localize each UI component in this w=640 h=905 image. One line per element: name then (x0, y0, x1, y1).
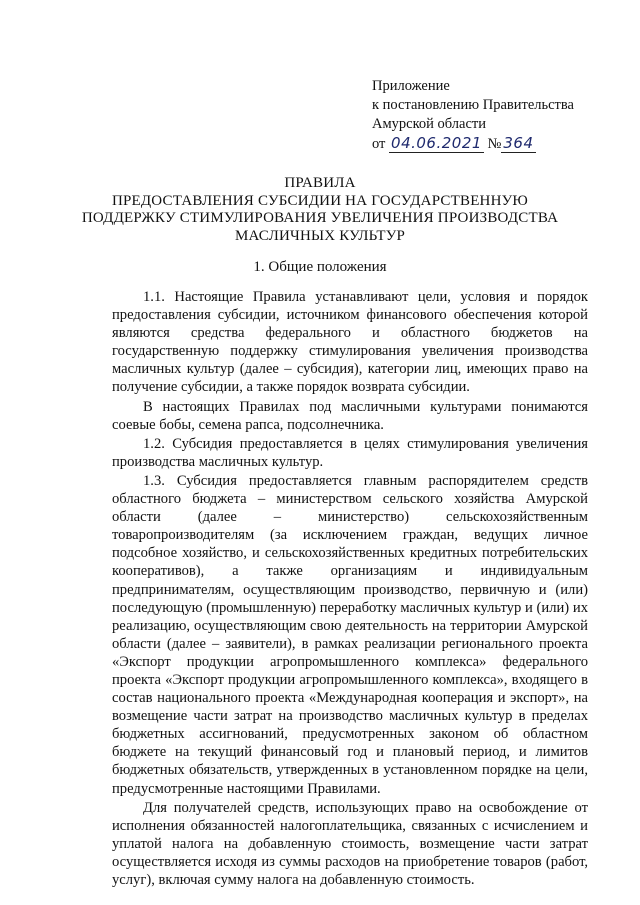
approval-block (372, 77, 622, 154)
paragraph: Для получателей средств, использующих право на освобождение от исполнения обязанностей налогоплательщика, связанных с исчислением и уплатой налога на добавленную стоимость, возмещение части затрат осуществляется исходя из суммы расходов на приобретение товаров (работ, услуг), включая сумму налога на добавленную стоимость. (112, 799, 588, 888)
date-prefix: от (372, 136, 386, 152)
title-line: МАСЛИЧНЫХ КУЛЬТУР (234, 227, 406, 244)
title-line: ПРЕДОСТАВЛЕНИЯ СУБСИДИИ НА ГОСУДАРСТВЕННУЮ (111, 192, 529, 209)
paragraph: 1.1. Настоящие Правила устанавливают цели, условия и порядок предоставления субсидии, источником финансового обеспечения которой являются средства федерального и областного бюджетов на государственную поддержку стимулирования увеличения производства масличных культур (далее – субсидия), категории лиц, имеющих право на получение субсидии, а также порядок возврата субсидии. (112, 289, 588, 396)
approval-date-line (372, 134, 622, 154)
title-line: ПРАВИЛА (284, 175, 356, 191)
approval-line: Приложение (372, 78, 450, 94)
title-line: ПОДДЕРЖКУ СТИМУЛИРОВАНИЯ УВЕЛИЧЕНИЯ ПРОИЗВОДСТВА (81, 210, 559, 226)
approval-line: к постановлению Правительства (372, 97, 574, 113)
paragraph: В настоящих Правилах под масличными культурами понимаются соевые бобы, семена рапса, подсолнечника. (112, 398, 588, 433)
approval-line: Амурской области (372, 116, 486, 132)
approval-date: 04.06.2021 (391, 134, 482, 152)
paragraph: 1.3. Субсидия предоставляется главным распорядителем средств областного бюджета – министерством сельского хозяйства Амурской области (далее – министерство) сельскохозяйственным товаропроизводителям (за исключением граждан, ведущих личное подсобное хозяйство, и сельскохозяйственных кредитных потребительских кооперативов), а также организациям и индивидуальным предпринимателям, осуществляющим производство, первичную и (или) последующую (промышленную) переработку масличных культур и (или) их реализацию, осуществляющим свою деятельность на территории Амурской области (далее – заявители), в рамках реализации регионального проекта «Экспорт продукции агропромышленного комплекса» федерального проекта «Экспорт продукции агропромышленного комплекса», входящего в состав национального проекта «Международная кооперация и экспорт», на возмещение части затрат на производство масличных культур в пределах бюджетных ассигнований, предусмотренных законом об областном бюджете на текущий финансовый год и плановый период, и лимитов бюджетных обязательств, утвержденных в установленном порядке на цели, предусмотренные настоящими Правилами. (112, 472, 588, 797)
paragraph: 1.2. Субсидия предоставляется в целях стимулирования увеличения производства масличных культур. (112, 435, 588, 470)
document-body (112, 288, 588, 889)
document-title (0, 175, 640, 245)
section-heading: 1. Общие положения (253, 259, 387, 275)
number-prefix: № (487, 136, 502, 152)
approval-number: 364 (503, 134, 534, 152)
